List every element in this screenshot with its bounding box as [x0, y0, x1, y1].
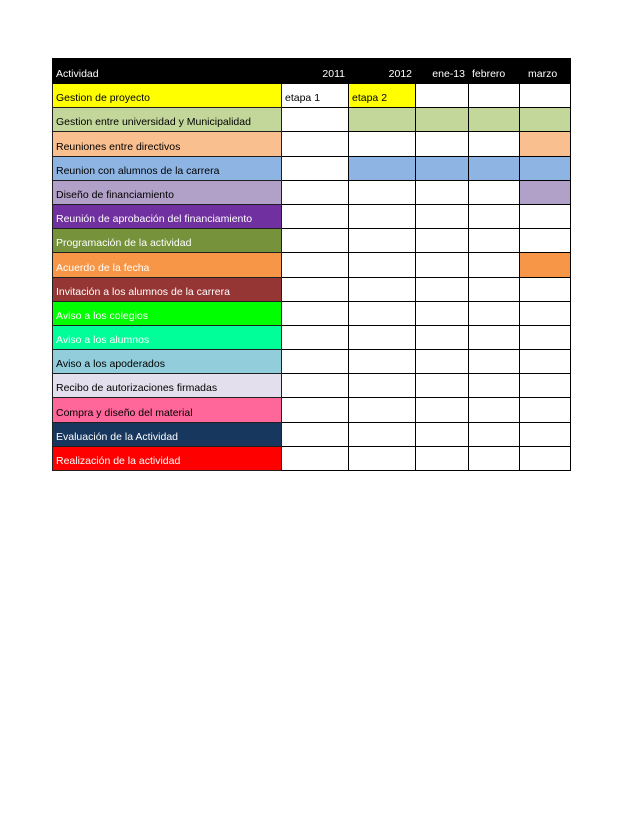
schedule-cell — [469, 180, 520, 204]
schedule-cell — [469, 108, 520, 132]
activity-label: Realización de la actividad — [53, 446, 282, 470]
schedule-cell — [520, 156, 571, 180]
schedule-cell — [282, 325, 349, 349]
schedule-cell — [282, 229, 349, 253]
activity-label: Reunion con alumnos de la carrera — [53, 156, 282, 180]
schedule-cell — [349, 301, 416, 325]
schedule-cell — [282, 446, 349, 470]
schedule-cell — [349, 156, 416, 180]
schedule-cell — [416, 180, 469, 204]
activity-row — [53, 374, 571, 398]
activity-label: Aviso a los apoderados — [53, 350, 282, 374]
header-row — [53, 59, 571, 84]
schedule-cell — [282, 108, 349, 132]
schedule-cell — [282, 253, 349, 277]
activity-label: Compra y diseño del material — [53, 398, 282, 422]
schedule-cell — [520, 132, 571, 156]
schedule-cell — [520, 422, 571, 446]
schedule-cell — [520, 204, 571, 228]
header-period: 2011 — [282, 59, 349, 84]
activity-row — [53, 204, 571, 228]
activity-label: Evaluación de la Actividad — [53, 422, 282, 446]
activity-row — [53, 277, 571, 301]
schedule-cell — [416, 325, 469, 349]
activity-row — [53, 446, 571, 470]
activity-row — [53, 108, 571, 132]
schedule-cell — [520, 325, 571, 349]
schedule-cell — [416, 446, 469, 470]
schedule-cell — [469, 446, 520, 470]
schedule-cell — [469, 229, 520, 253]
schedule-cell — [520, 277, 571, 301]
activity-row — [53, 325, 571, 349]
schedule-cell — [282, 301, 349, 325]
activity-label: Recibo de autorizaciones firmadas — [53, 374, 282, 398]
schedule-cell — [416, 108, 469, 132]
activity-label: Reuniones entre directivos — [53, 132, 282, 156]
schedule-cell — [520, 84, 571, 108]
activity-row — [53, 253, 571, 277]
schedule-cell — [416, 422, 469, 446]
activity-row — [53, 398, 571, 422]
schedule-cell — [416, 301, 469, 325]
schedule-cell — [282, 422, 349, 446]
schedule-cell — [469, 84, 520, 108]
schedule-cell — [349, 180, 416, 204]
schedule-cell — [349, 325, 416, 349]
schedule-cell — [416, 374, 469, 398]
schedule-cell — [469, 132, 520, 156]
schedule-cell — [282, 398, 349, 422]
schedule-cell — [416, 398, 469, 422]
schedule-cell — [469, 204, 520, 228]
activity-label: Reunión de aprobación del financiamiento — [53, 204, 282, 228]
header-activity: Actividad — [53, 59, 282, 84]
schedule-cell — [469, 277, 520, 301]
schedule-cell — [520, 180, 571, 204]
header-period: 2012 — [349, 59, 416, 84]
activity-row — [53, 422, 571, 446]
activity-row — [53, 229, 571, 253]
schedule-cell — [520, 374, 571, 398]
activity-label: Programación de la actividad — [53, 229, 282, 253]
activity-label: Aviso a los alumnos — [53, 325, 282, 349]
schedule-cell — [520, 398, 571, 422]
schedule-cell — [520, 229, 571, 253]
schedule-cell — [349, 253, 416, 277]
schedule-cell — [520, 253, 571, 277]
schedule-cell — [416, 84, 469, 108]
schedule-cell — [520, 350, 571, 374]
schedule-cell — [469, 350, 520, 374]
activity-schedule-table — [52, 58, 571, 471]
schedule-cell — [282, 204, 349, 228]
schedule-cell — [349, 229, 416, 253]
schedule-cell — [349, 108, 416, 132]
schedule-cell: etapa 2 — [349, 84, 416, 108]
schedule-cell — [416, 229, 469, 253]
schedule-cell: etapa 1 — [282, 84, 349, 108]
schedule-cell — [469, 301, 520, 325]
activity-row — [53, 132, 571, 156]
header-period: marzo — [520, 59, 571, 84]
activity-label: Diseño de financiamiento — [53, 180, 282, 204]
schedule-cell — [520, 446, 571, 470]
schedule-cell — [282, 350, 349, 374]
schedule-cell — [282, 277, 349, 301]
activity-row — [53, 84, 571, 108]
schedule-cell — [416, 253, 469, 277]
activity-label: Gestion entre universidad y Municipalidad — [53, 108, 282, 132]
schedule-cell — [416, 156, 469, 180]
activity-row — [53, 350, 571, 374]
schedule-cell — [469, 422, 520, 446]
activity-label: Gestion de proyecto — [53, 84, 282, 108]
schedule-cell — [416, 132, 469, 156]
schedule-cell — [282, 180, 349, 204]
schedule-cell — [349, 446, 416, 470]
schedule-cell — [349, 204, 416, 228]
schedule-cell — [416, 350, 469, 374]
header-period: febrero — [469, 59, 520, 84]
activity-row — [53, 301, 571, 325]
schedule-cell — [349, 422, 416, 446]
activity-label: Aviso a los colegios — [53, 301, 282, 325]
schedule-cell — [469, 253, 520, 277]
schedule-cell — [520, 301, 571, 325]
schedule-cell — [282, 132, 349, 156]
activity-label: Acuerdo de la fecha — [53, 253, 282, 277]
activity-row — [53, 156, 571, 180]
schedule-cell — [349, 374, 416, 398]
activity-label: Invitación a los alumnos de la carrera — [53, 277, 282, 301]
schedule-cell — [469, 374, 520, 398]
schedule-cell — [469, 325, 520, 349]
schedule-cell — [282, 374, 349, 398]
schedule-cell — [282, 156, 349, 180]
schedule-cell — [416, 204, 469, 228]
schedule-cell — [349, 277, 416, 301]
schedule-cell — [416, 277, 469, 301]
schedule-cell — [349, 398, 416, 422]
schedule-cell — [469, 398, 520, 422]
schedule-cell — [520, 108, 571, 132]
schedule-cell — [349, 132, 416, 156]
schedule-cell — [469, 156, 520, 180]
activity-row — [53, 180, 571, 204]
header-period: ene-13 — [416, 59, 469, 84]
schedule-cell — [349, 350, 416, 374]
